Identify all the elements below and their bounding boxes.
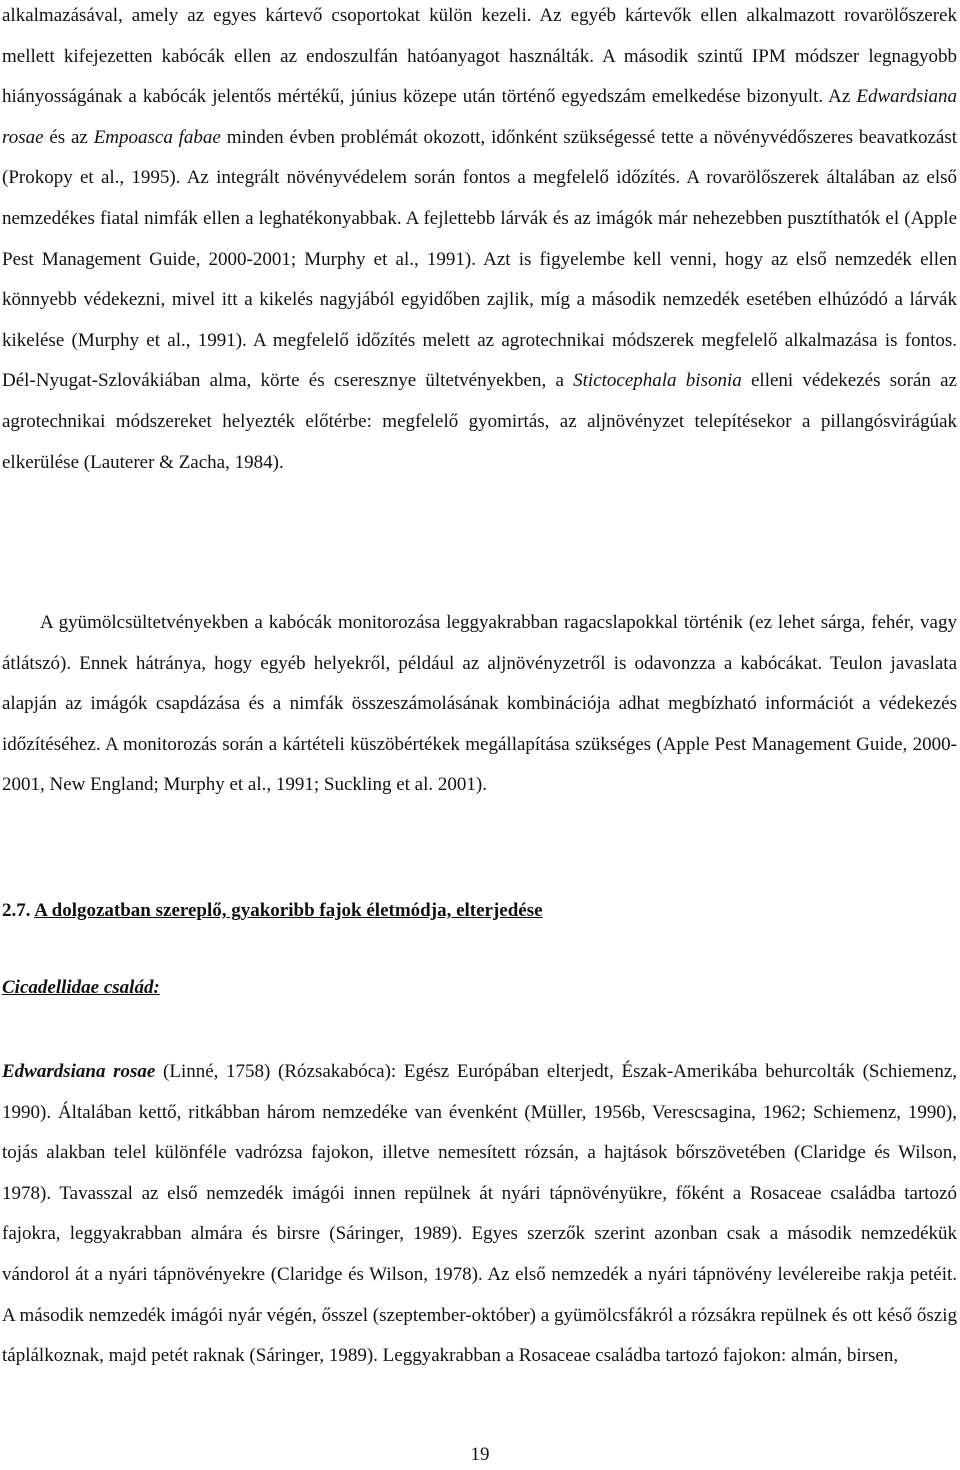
text-run: minden évben problémát okozott, időnként szükségessé tette a növényvédőszeres beavatkozást (Prokopy et al., 1995). Az integrált növényvédelem során fontos a megfelelő időzítés. A rovarölőszerek általában az első nemzedékes fiatal nimfák ellen a leghatékonyabbak. A fejlettebb lárvák és az imágók már nehezebben pusztíthatók el (Apple Pest Management Guide, 2000-2001; Murphy et al., 1991). Azt is figyelembe kell venni, hogy az első nemzedék ellen könnyebb védekezni, mivel itt a kikelés nagyjából egyidőben zajlik, míg a második nemzedék esetében elhúzódó a lárvák kikelése (Murphy et al., 1991). A megfelelő időzítés melett az agrotechnikai módszerek megfelelő alkalmazása is fontos. Dél-Nyugat-Szlovákiában alma, körte és cseresznye ültetvényekben, a (2, 126, 957, 392)
paragraph-edwardsiana (2, 1052, 957, 1377)
paragraph-monitoring: A gyümölcsültetvényekben a kabócák monitorozása leggyakrabban ragacslapokkal történik (ez lehet sárga, fehér, vagy átlátszó). Ennek hátránya, hogy egyéb helyekről, például az aljnövényzetről is odavonzza a kabócákat. Teulon javaslata alapján az imágók csapdázása és a nimfák összeszámolásának kombinációja adhat megbízható információt a védekezés időzítéséhez. A monitorozás során a kártételi küszöbértékek megállapítása szükséges (Apple Pest Management Guide, 2000-2001, New England; Murphy et al., 1991; Suckling et al. 2001). (2, 612, 957, 796)
text-run: alkalmazásával, amely az egyes kártevő csoportokat külön kezeli. Az egyéb kártevők ellen alkalmazott rovarölőszerek mellett kifejezetten kabócák ellen az endoszulfán hatóanyagot használták. A második szintű IPM módszer legnagyobb hiányosságának a kabócák jelentős mértékű, június közepe után történő egyedszám emelkedése bizonyult. Az (2, 5, 957, 108)
section-heading (2, 893, 543, 929)
text-run: (Linné, 1758) (Rózsakabóca): Egész Európában elterjedt, Észak-Amerikába behurcolták (Schiemenz, 1990). Általában kettő, ritkábban három nemzedéke van évenként (Müller, 1956b, Verescsagina, 1962; Schiemenz, 1990), tojás alakban telel különféle vadrózsa fajokon, illetve nemesített rózsán, a hajtások bőrszövetében (Claridge és Wilson, 1978). Tavasszal az első nemzedék imágói innen repülnek át nyári tápnövényükre, főként a Rosaceae családba tartozó fajokra, leggyakrabban almára és birsre (Sáringer, 1989). Egyes szerzők szerint azonban csak a második nemzedékük vándorol át a nyári tápnövényekre (Claridge és Wilson, 1978). Az első nemzedék a nyári tápnövény levélereibe rakja petéit. A második nemzedék imágói nyár végén, ősszel (szeptember-október) a gyümölcsfákról a rózsákra repülnek és ott késő őszig táplálkoznak, majd petét raknak (Sáringer, 1989). Leggyakrabban a Rosaceae családba tartozó fajokon: almán, birsen, (2, 1061, 957, 1367)
species-name: Empoasca fabae (93, 126, 221, 148)
family-heading: Cicadellidae család: (2, 977, 160, 998)
paragraph-ipm (2, 0, 957, 483)
species-name: Edwardsiana rosae (2, 1061, 156, 1082)
species-name: Edwardsiana rosae (2, 86, 957, 148)
page-number: 19 (470, 1444, 490, 1465)
section-title: A dolgozatban szereplő, gyakoribb fajok életmódja, elterjedése (34, 900, 543, 921)
section-number: 2.7. (2, 900, 31, 921)
text-run: és az (43, 126, 94, 148)
text-run: elleni védekezés során az agrotechnikai módszereket helyezték előtérbe: megfelelő gyomirtás, az aljnövényzet telepítésekor a pillangósvirágúak elkerülése (Lauterer & Zacha, 1984). (2, 370, 957, 473)
species-name: Stictocephala bisonia (573, 370, 742, 392)
